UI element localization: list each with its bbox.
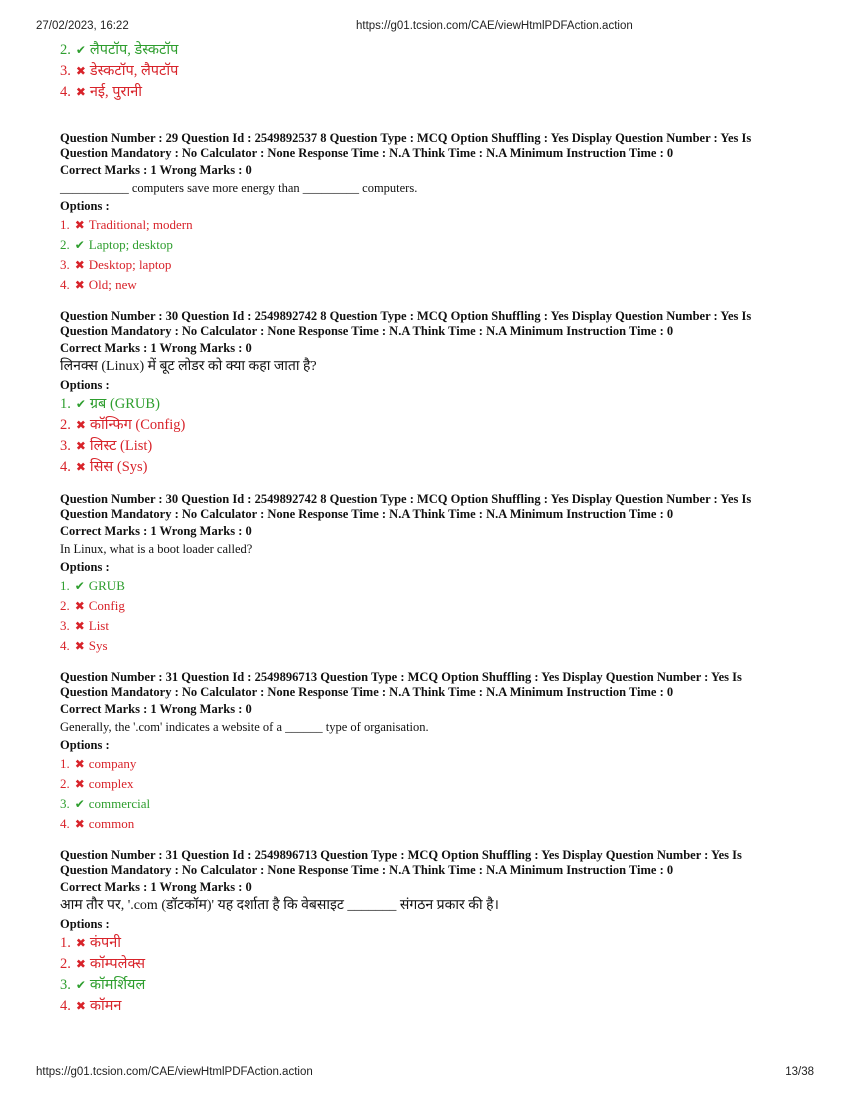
- option-item: [60, 954, 810, 975]
- options-label: Options :: [60, 199, 110, 213]
- option-number: 2.: [60, 237, 70, 252]
- option-item: [60, 40, 810, 61]
- option-text: लैपटॉप, डेस्कटॉप: [89, 42, 179, 58]
- option-text: Old; new: [88, 277, 137, 292]
- question-meta-line-1: Question Number : 31 Question Id : 2549896713 Question Type : MCQ Option Shuffling : Yes Display Question Number : Yes Is: [60, 848, 742, 862]
- option-number: 3.: [60, 438, 71, 454]
- question-meta: [60, 848, 810, 878]
- page-content: [60, 40, 810, 1017]
- option-item: [60, 596, 810, 616]
- question-text: लिनक्स (Linux) में बूट लोडर को क्या कहा जाता है?: [60, 359, 317, 374]
- option-number: 4.: [60, 998, 71, 1014]
- option-number: 3.: [60, 63, 71, 79]
- cross-icon: ✖: [75, 64, 86, 78]
- option-text: ग्रब (GRUB): [89, 396, 160, 412]
- cross-icon: ✖: [75, 85, 86, 99]
- option-number: 4.: [60, 816, 70, 831]
- option-item: [60, 457, 810, 478]
- option-text: commercial: [88, 796, 151, 811]
- check-icon: ✔: [74, 579, 85, 593]
- question-meta: [60, 492, 810, 522]
- option-text: Sys: [88, 638, 108, 653]
- options-label: Options :: [60, 738, 110, 752]
- check-icon: ✔: [75, 397, 86, 411]
- question-marks: Correct Marks : 1 Wrong Marks : 0: [60, 880, 252, 894]
- option-number: 4.: [60, 459, 71, 475]
- options-label: Options :: [60, 378, 110, 392]
- question-meta-line-2: Question Mandatory : No Calculator : None Response Time : N.A Think Time : N.A Minimum Instruction Time : 0: [60, 507, 674, 521]
- question-text: Generally, the '.com' indicates a website of a ______ type of organisation.: [60, 720, 429, 734]
- question-meta-line-2: Question Mandatory : No Calculator : None Response Time : N.A Think Time : N.A Minimum Instruction Time : 0: [60, 685, 674, 699]
- cross-icon: ✖: [74, 278, 85, 292]
- cross-icon: ✖: [75, 418, 86, 432]
- question-meta-line-1: Question Number : 29 Question Id : 2549892537 8 Question Type : MCQ Option Shuffling : Yes Display Question Number : Yes Is: [60, 131, 752, 145]
- question-meta-line-2: Question Mandatory : No Calculator : None Response Time : N.A Think Time : N.A Minimum Instruction Time : 0: [60, 863, 674, 877]
- question-meta-line-1: Question Number : 31 Question Id : 2549896713 Question Type : MCQ Option Shuffling : Yes Display Question Number : Yes Is: [60, 670, 742, 684]
- page-number: 13/38: [785, 1066, 814, 1078]
- option-item: [60, 436, 810, 457]
- check-icon: ✔: [75, 43, 86, 57]
- option-number: 2.: [60, 598, 70, 613]
- option-text: Desktop; laptop: [88, 257, 172, 272]
- option-text: कॉमर्शियल: [89, 977, 146, 993]
- cross-icon: ✖: [74, 777, 85, 791]
- option-text: डेस्कटॉप, लैपटॉप: [89, 63, 179, 79]
- option-number: 1.: [60, 756, 70, 771]
- option-text: common: [88, 816, 135, 831]
- print-url-footer: https://g01.tcsion.com/CAE/viewHtmlPDFAction.action: [36, 1066, 313, 1078]
- option-item: [60, 636, 810, 656]
- option-item: [60, 235, 810, 255]
- option-text: Laptop; desktop: [88, 237, 173, 252]
- option-number: 1.: [60, 935, 71, 951]
- option-number: 3.: [60, 796, 70, 811]
- option-text: कॉमन: [89, 998, 122, 1014]
- question-meta: [60, 670, 810, 700]
- option-number: 4.: [60, 638, 70, 653]
- cross-icon: ✖: [74, 258, 85, 272]
- question-marks: Correct Marks : 1 Wrong Marks : 0: [60, 524, 252, 538]
- question-marks: Correct Marks : 1 Wrong Marks : 0: [60, 702, 252, 716]
- question-list: [60, 131, 810, 1017]
- cross-icon: ✖: [75, 936, 86, 950]
- option-item: [60, 754, 810, 774]
- option-text: Config: [88, 598, 125, 613]
- option-text: कॉम्पलेक्स: [89, 956, 146, 972]
- option-item: [60, 814, 810, 834]
- option-item: [60, 616, 810, 636]
- option-number: 3.: [60, 257, 70, 272]
- question-meta-line-2: Question Mandatory : No Calculator : None Response Time : N.A Think Time : N.A Minimum Instruction Time : 0: [60, 324, 674, 338]
- option-number: 3.: [60, 618, 70, 633]
- question-text: आम तौर पर, '.com (डॉटकॉम)' यह दर्शाता है कि वेबसाइट _______ संगठन प्रकार की है।: [60, 898, 499, 913]
- question-block: [60, 670, 810, 834]
- cross-icon: ✖: [75, 460, 86, 474]
- question-block: [60, 848, 810, 1017]
- cross-icon: ✖: [74, 639, 85, 653]
- option-item: [60, 275, 810, 295]
- cross-icon: ✖: [75, 999, 86, 1013]
- question-text: ___________ computers save more energy than _________ computers.: [60, 181, 418, 195]
- question-meta-line-1: Question Number : 30 Question Id : 2549892742 8 Question Type : MCQ Option Shuffling : Yes Display Question Number : Yes Is: [60, 492, 752, 506]
- question-meta: [60, 309, 810, 339]
- option-text: company: [88, 756, 137, 771]
- option-number: 2.: [60, 42, 71, 58]
- option-item: [60, 996, 810, 1017]
- option-number: 4.: [60, 84, 71, 100]
- options-label: Options :: [60, 917, 110, 931]
- option-item: [60, 61, 810, 82]
- cross-icon: ✖: [74, 817, 85, 831]
- check-icon: ✔: [75, 978, 86, 992]
- option-text: GRUB: [88, 578, 125, 593]
- option-text: नई, पुरानी: [89, 84, 143, 100]
- option-text: लिस्ट (List): [89, 438, 153, 454]
- options-label: Options :: [60, 560, 110, 574]
- cross-icon: ✖: [74, 619, 85, 633]
- option-number: 2.: [60, 417, 71, 433]
- cross-icon: ✖: [74, 599, 85, 613]
- cross-icon: ✖: [75, 957, 86, 971]
- check-icon: ✔: [74, 797, 85, 811]
- question-marks: Correct Marks : 1 Wrong Marks : 0: [60, 163, 252, 177]
- option-text: complex: [88, 776, 134, 791]
- print-url-header: https://g01.tcsion.com/CAE/viewHtmlPDFAction.action: [356, 20, 633, 32]
- option-item: [60, 215, 810, 235]
- option-number: 2.: [60, 956, 71, 972]
- option-text: List: [88, 618, 109, 633]
- question-meta: [60, 131, 810, 161]
- option-item: [60, 975, 810, 996]
- question-meta-line-1: Question Number : 30 Question Id : 2549892742 8 Question Type : MCQ Option Shuffling : Yes Display Question Number : Yes Is: [60, 309, 752, 323]
- question-text: In Linux, what is a boot loader called?: [60, 542, 253, 556]
- option-number: 1.: [60, 217, 70, 232]
- option-item: [60, 82, 810, 103]
- option-number: 1.: [60, 578, 70, 593]
- option-item: [60, 774, 810, 794]
- option-number: 1.: [60, 396, 71, 412]
- option-text: कंपनी: [89, 935, 122, 951]
- option-text: Traditional; modern: [88, 217, 193, 232]
- question-marks: Correct Marks : 1 Wrong Marks : 0: [60, 341, 252, 355]
- carryover-options: [60, 40, 810, 103]
- option-item: [60, 794, 810, 814]
- question-block: [60, 492, 810, 656]
- cross-icon: ✖: [75, 439, 86, 453]
- option-item: [60, 394, 810, 415]
- check-icon: ✔: [74, 238, 85, 252]
- cross-icon: ✖: [74, 757, 85, 771]
- option-text: सिस (Sys): [89, 459, 148, 475]
- option-number: 3.: [60, 977, 71, 993]
- option-number: 2.: [60, 776, 70, 791]
- option-number: 4.: [60, 277, 70, 292]
- cross-icon: ✖: [74, 218, 85, 232]
- question-block: [60, 131, 810, 295]
- option-item: [60, 415, 810, 436]
- option-item: [60, 933, 810, 954]
- option-text: कॉन्फिग (Config): [89, 417, 186, 433]
- print-datetime: 27/02/2023, 16:22: [36, 20, 129, 32]
- question-meta-line-2: Question Mandatory : No Calculator : None Response Time : N.A Think Time : N.A Minimum Instruction Time : 0: [60, 146, 674, 160]
- option-item: [60, 576, 810, 596]
- option-item: [60, 255, 810, 275]
- question-block: [60, 309, 810, 478]
